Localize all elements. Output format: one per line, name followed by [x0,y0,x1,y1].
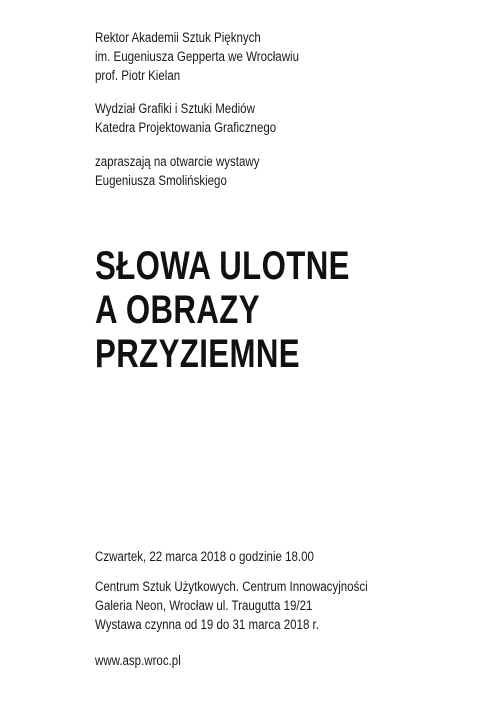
website-url: www.asp.wroc.pl [95,653,181,668]
exhibition-duration: Wystawa czynna od 19 do 31 marca 2018 r. [95,617,319,632]
exhibition-title-line-1: SŁOWA ULOTNE [95,244,350,288]
venue-center: Centrum Sztuk Użytkowych. Centrum Innowacyjności [95,579,368,594]
invitation-block [95,152,485,190]
exhibition-title-line-2: A OBRAZY [95,288,260,332]
event-date-block [95,547,485,566]
organizer-block [95,28,485,85]
organizer-academy: im. Eugeniusza Gepperta we Wrocławiu [95,49,299,64]
faculty-name: Wydział Grafiki i Sztuki Mediów [95,101,255,116]
faculty-block [95,99,485,137]
venue-block [95,577,485,634]
artist-name: Eugeniusza Smolińskiego [95,173,227,188]
exhibition-title-line-3: PRZYZIEMNE [95,332,300,376]
department-name: Katedra Projektowania Graficznego [95,120,277,135]
event-date: Czwartek, 22 marca 2018 o godzinie 18.00 [95,549,314,564]
website-block [95,651,485,670]
invitation-text: zapraszają na otwarcie wystawy [95,154,260,169]
exhibition-title [95,244,485,376]
organizer-name: prof. Piotr Kielan [95,68,181,83]
venue-address: Galeria Neon, Wrocław ul. Traugutta 19/21 [95,598,313,613]
organizer-rector: Rektor Akademii Sztuk Pięknych [95,30,261,45]
